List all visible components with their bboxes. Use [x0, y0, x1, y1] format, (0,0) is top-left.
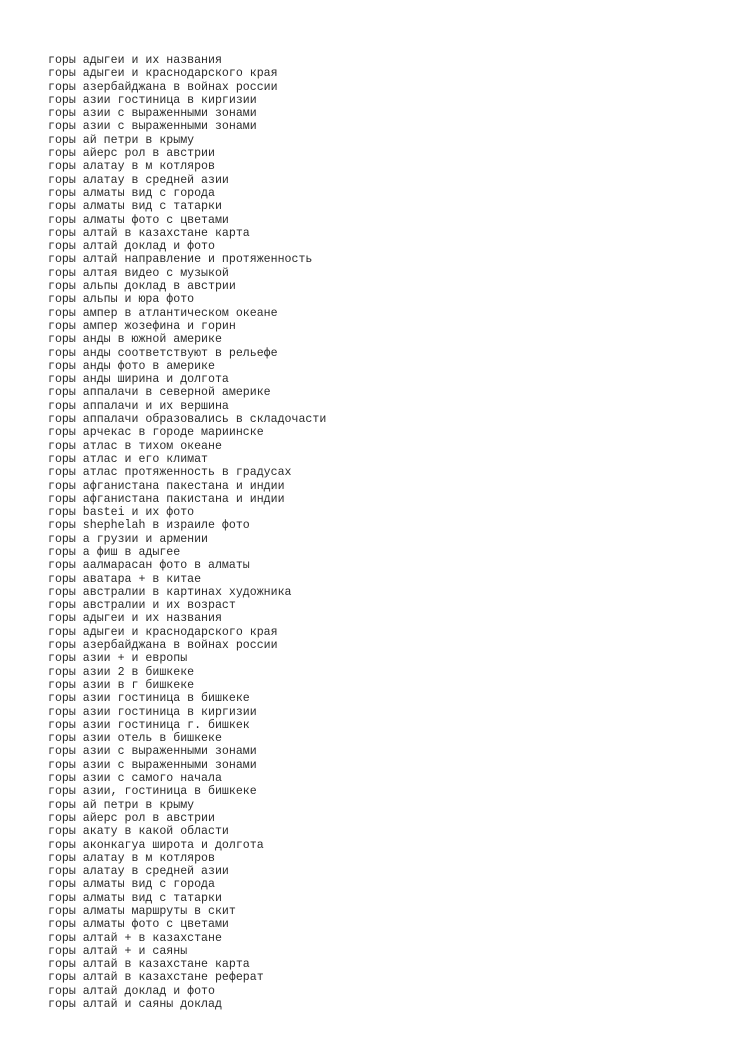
- text-line: горы адыгеи и их названия: [48, 612, 222, 626]
- text-line: горы алтай и саяны доклад: [48, 998, 222, 1012]
- text-line: горы азии в г бишкеке: [48, 678, 195, 692]
- text-line: горы азии с самого начала: [48, 772, 222, 786]
- text-line: горы ампер в атлантическом океане: [48, 306, 278, 320]
- text-line: горы анды соответствуют в рельефе: [48, 346, 278, 360]
- text-line: горы алатау в м котляров: [48, 851, 215, 865]
- text-line: горы азии с выраженными зонами: [48, 120, 257, 134]
- text-line: горы австралии в картинах художника: [48, 585, 292, 599]
- text-line: горы алтай в казахстане реферат: [48, 971, 264, 985]
- text-line: горы айерс рол в австрии: [48, 811, 215, 825]
- text-line: горы ай петри в крыму: [48, 798, 195, 812]
- text-line: горы азии + и европы: [48, 652, 188, 666]
- text-line: горы азии гостиница в бишкеке: [48, 692, 250, 706]
- text-line: горы анды ширина и долгота: [48, 373, 229, 387]
- text-line: горы азии с выраженными зонами: [48, 758, 257, 772]
- text-line: горы азии 2 в бишкеке: [48, 665, 195, 679]
- text-line: горы ай петри в крыму: [48, 133, 195, 147]
- text-line: горы афганистана пакистана и индии: [48, 492, 285, 506]
- text-line: горы алматы вид с города: [48, 186, 215, 200]
- text-line: горы адыгеи и краснодарского края: [48, 625, 278, 639]
- text-line: горы алматы фото с цветами: [48, 213, 229, 227]
- text-line: горы алматы вид с татарки: [48, 891, 222, 905]
- text-line: горы алтай + в казахстане: [48, 931, 222, 945]
- text-line: горы азии с выраженными зонами: [48, 745, 257, 759]
- text-line: горы алтая видео с музыкой: [48, 266, 229, 280]
- text-line: горы а фиш в адыгее: [48, 545, 181, 559]
- text-line: горы адыгеи и краснодарского края: [48, 67, 278, 81]
- text-line: горы алматы маршруты в скит: [48, 905, 236, 918]
- text-line: горы алматы вид с города: [48, 878, 215, 892]
- text-line: горы shephelah в израиле фото: [48, 519, 250, 533]
- text-lines: [48, 54, 326, 1011]
- text-line: горы айерс рол в австрии: [48, 147, 215, 161]
- text-line: горы акату в какой области: [48, 825, 229, 839]
- text-line: горы азии с выраженными зонами: [48, 107, 257, 121]
- text-line: горы алтай направление и протяженность: [48, 253, 313, 267]
- text-line: горы адыгеи и их названия: [48, 54, 222, 67]
- text-line: горы алтай в казахстане карта: [48, 226, 250, 240]
- text-line: горы аконкагуа широта и долгота: [48, 838, 264, 852]
- text-line: горы атлас и его климат: [48, 452, 209, 466]
- text-line: горы аппалачи и их вершина: [48, 399, 229, 413]
- text-line: горы арчекас в городе мариинске: [48, 426, 264, 440]
- text-line: горы анды фото в америке: [48, 359, 215, 373]
- text-line: горы а грузии и армении: [48, 532, 209, 546]
- text-line: горы азербайджана в войнах россии: [48, 639, 278, 653]
- text-line: горы афганистана пакестана и индии: [48, 479, 285, 493]
- text-line: горы алтай + и саяны: [48, 944, 188, 958]
- text-line: горы алатау в средней азии: [48, 173, 229, 187]
- text-line: горы алматы фото с цветами: [48, 918, 229, 932]
- text-line: горы альпы доклад в австрии: [48, 280, 236, 294]
- text-line: горы анды в южной америке: [48, 333, 222, 347]
- text-line: горы алтай в казахстане карта: [48, 958, 250, 972]
- text-line: горы атлас протяженность в градусах: [48, 466, 292, 480]
- text-line: горы азии гостиница в киргизии: [48, 93, 257, 107]
- text-line: горы азии гостиница г. бишкек: [48, 718, 250, 732]
- text-line: горы австралии и их возраст: [48, 599, 236, 613]
- text-line: горы азии гостиница в киргизии: [48, 705, 257, 719]
- text-line: горы аппалачи образовались в складочасти: [48, 413, 327, 427]
- text-line: горы ампер жозефина и горин: [48, 319, 236, 333]
- text-line: горы аппалачи в северной америке: [48, 386, 271, 400]
- text-line: горы алатау в м котляров: [48, 160, 215, 174]
- text-line: горы аватара + в китае: [48, 572, 202, 586]
- text-line: горы аалмарасан фото в алматы: [48, 559, 250, 573]
- text-line: горы альпы и юра фото: [48, 293, 195, 307]
- text-line: горы азербайджана в войнах россии: [48, 80, 278, 94]
- text-line: горы алматы вид с татарки: [48, 200, 222, 214]
- text-line: горы алтай доклад и фото: [48, 240, 215, 254]
- text-line: горы bastei и их фото: [48, 506, 195, 520]
- text-line: горы алатау в средней азии: [48, 865, 229, 879]
- text-line: горы азии, гостиница в бишкеке: [48, 785, 257, 799]
- text-line: горы азии отель в бишкеке: [48, 732, 222, 746]
- text-line: горы алтай доклад и фото: [48, 984, 215, 998]
- text-line: горы атлас в тихом океане: [48, 439, 222, 453]
